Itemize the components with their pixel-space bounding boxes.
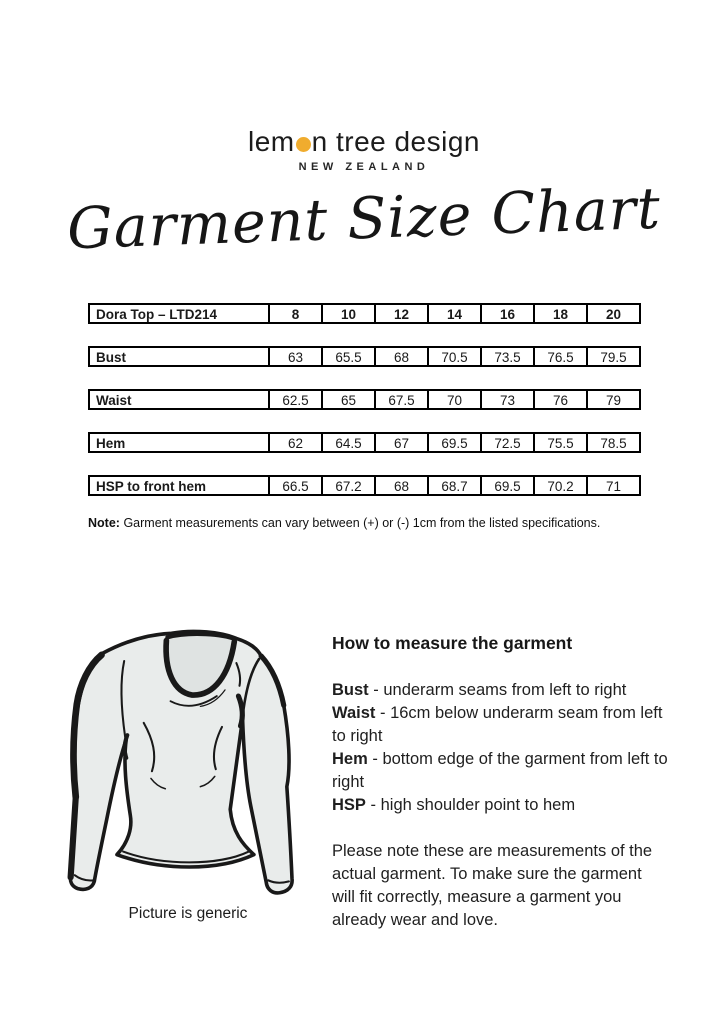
measure-item-waist [332, 702, 668, 748]
value-cell: 65 [321, 391, 374, 408]
note-label: Note: [88, 516, 120, 530]
brand-name-after: n tree design [311, 126, 480, 157]
measure-item-hem [332, 748, 668, 794]
size-header-cell: 18 [533, 305, 586, 322]
brand-country: NEW ZEALAND [298, 161, 430, 173]
value-cell: 73 [480, 391, 533, 408]
size-header-cell: 12 [374, 305, 427, 322]
size-table [88, 303, 641, 496]
value-cell: 68 [374, 348, 427, 365]
value-cell: 63 [268, 348, 321, 365]
long-sleeve-top-icon [64, 624, 312, 902]
garment-illustration [64, 624, 312, 902]
value-cell: 64.5 [321, 434, 374, 451]
measure-term: Bust [332, 681, 369, 699]
row-label: Hem [96, 436, 126, 451]
size-table-header-row [88, 303, 641, 324]
measure-term: Waist [332, 704, 376, 722]
value-cell: 79 [586, 391, 639, 408]
measure-term: HSP [332, 796, 366, 814]
howto-title: How to measure the garment [332, 633, 573, 653]
value-cell: 68.7 [427, 477, 480, 494]
value-cell: 65.5 [321, 348, 374, 365]
value-cell: 68 [374, 477, 427, 494]
value-cell: 76 [533, 391, 586, 408]
size-header-cell: 16 [480, 305, 533, 322]
table-row-bust [88, 346, 641, 367]
brand-name [0, 126, 728, 158]
table-row-waist [88, 389, 641, 410]
value-cell: 76.5 [533, 348, 586, 365]
measurement-note [88, 516, 600, 530]
size-header-cell: 20 [586, 305, 639, 322]
page-title: Garment Size Chart [66, 175, 662, 263]
value-cell: 67.5 [374, 391, 427, 408]
value-cell: 75.5 [533, 434, 586, 451]
value-cell: 70.5 [427, 348, 480, 365]
brand-logo [0, 126, 728, 173]
howto-section [332, 632, 668, 932]
table-row-hem [88, 432, 641, 453]
measure-item-bust [332, 679, 668, 702]
value-cell: 72.5 [480, 434, 533, 451]
row-label: HSP to front hem [96, 479, 207, 494]
size-header-cell: 14 [427, 305, 480, 322]
value-cell: 71 [586, 477, 639, 494]
size-header-cell: 10 [321, 305, 374, 322]
measure-desc: - high shoulder point to hem [370, 796, 576, 814]
measure-desc: - 16cm below underarm seam from left to right [332, 704, 663, 745]
measure-desc: - bottom edge of the garment from left to right [332, 750, 668, 791]
measure-term: Hem [332, 750, 368, 768]
value-cell: 78.5 [586, 434, 639, 451]
illustration-caption: Picture is generic [128, 905, 248, 922]
measure-desc: - underarm seams from left to right [373, 681, 627, 699]
size-header-cell: 8 [268, 305, 321, 322]
value-cell: 79.5 [586, 348, 639, 365]
lemon-dot-icon [296, 137, 311, 152]
howto-paragraph: Please note these are measurements of the actual garment. To make sure the garment will fit correctly, measure a garment you already wear and love. [332, 842, 653, 929]
row-label: Waist [96, 393, 132, 408]
value-cell: 67.2 [321, 477, 374, 494]
row-label: Bust [96, 350, 126, 365]
table-row-hsp [88, 475, 641, 496]
brand-name-before: lem [247, 126, 295, 157]
product-name-cell: Dora Top – LTD214 [96, 307, 218, 322]
value-cell: 62 [268, 434, 321, 451]
value-cell: 73.5 [480, 348, 533, 365]
value-cell: 66.5 [268, 477, 321, 494]
note-text: Garment measurements can vary between (+) or (-) 1cm from the listed specifications. [123, 516, 601, 530]
value-cell: 70 [427, 391, 480, 408]
value-cell: 69.5 [427, 434, 480, 451]
value-cell: 62.5 [268, 391, 321, 408]
value-cell: 70.2 [533, 477, 586, 494]
measure-item-hsp [332, 794, 668, 817]
value-cell: 67 [374, 434, 427, 451]
value-cell: 69.5 [480, 477, 533, 494]
